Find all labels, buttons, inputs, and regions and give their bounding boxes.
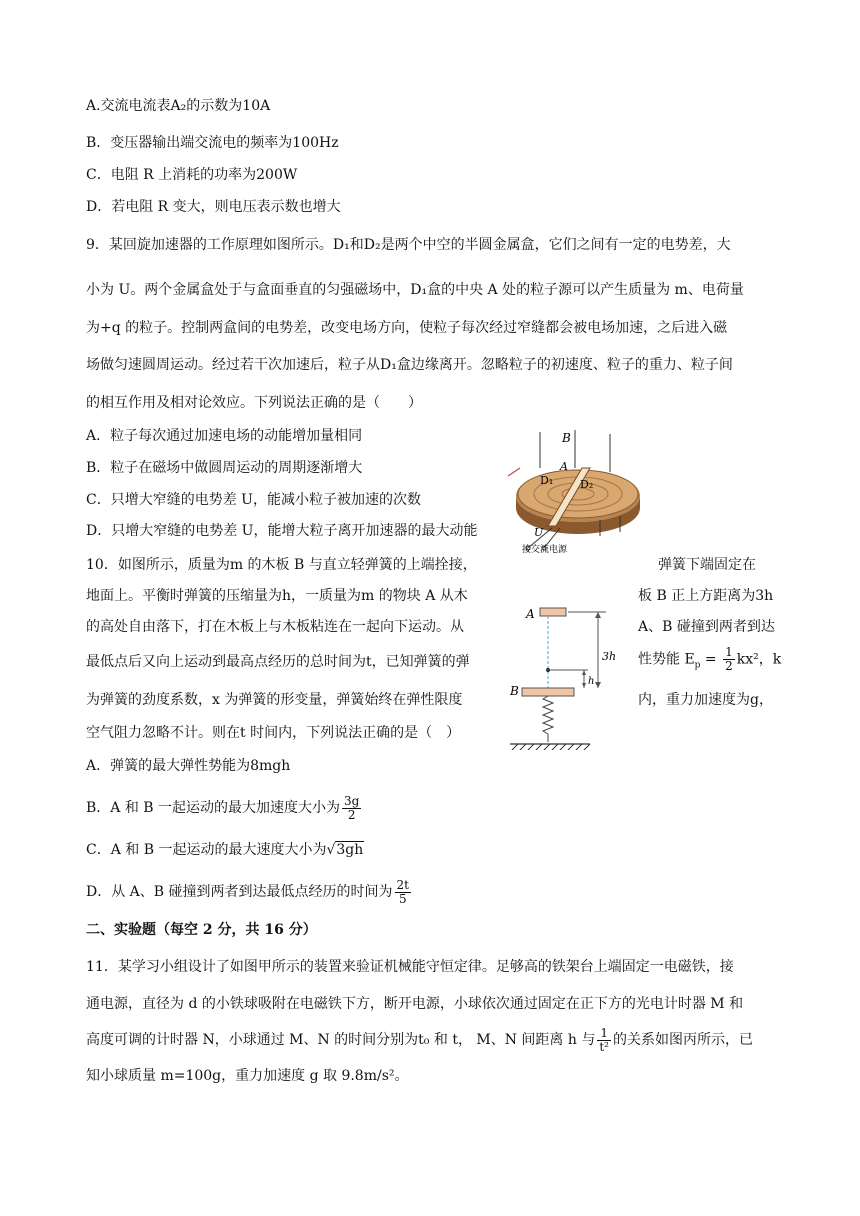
q11-line1: 11．某学习小组设计了如图甲所示的装置来验证机械能守恒定律。足够高的铁架台上端固定一电磁铁，接 xyxy=(86,959,734,975)
q9-option-c: C．只增大窄缝的电势差 U，能减小粒子被加速的次数 xyxy=(86,492,421,508)
q9-stem-line5: 的相互作用及相对论效应。下列说法正确的是（ ） xyxy=(86,395,422,411)
q10-line6: 空气阻力忽略不计。则在t 时间内，下列说法正确的是（ ） xyxy=(86,725,461,741)
spring-block-figure xyxy=(506,604,618,750)
q10-option-b: B．A 和 B 一起运动的最大加速度大小为 $\frac{3g}{2}$ xyxy=(86,793,360,822)
fig-label-d2: D₂ xyxy=(580,478,594,491)
q8-option-d: D．若电阻 R 变大，则电压表示数也增大 xyxy=(86,199,341,215)
q9-stem-line4: 场做匀速圆周运动。经过若干次加速后，粒子从D₁盒边缘离开。忽略粒子的初速度、粒子的重力、粒子间 xyxy=(86,357,733,373)
fig-label-b: B xyxy=(562,431,571,445)
q10-line5-right: 内，重力加速度为g， xyxy=(638,692,773,708)
q10-option-a: A．弹簧的最大弹性势能为8mgh xyxy=(86,758,291,774)
q10-line2-right: 板 B 正上方距离为3h xyxy=(638,588,774,604)
q10-line2-left: 地面上。平衡时弹簧的压缩量为h，一质量为m 的物块 A 从木 xyxy=(86,588,468,604)
q10-option-c: C．A 和 B 一起运动的最大速度大小为√3gh xyxy=(86,842,364,858)
fig-label-h: h xyxy=(588,676,595,687)
q11-line3: 高度可调的计时器 N，小球通过 M、N 的时间分别为t₀ 和 t， M、N 间距离 h 与 $\frac{1}{\text{t²}}$ 的关系如图丙所示，已 xyxy=(86,1025,753,1054)
q9-option-a: A．粒子每次通过加速电场的动能增加量相同 xyxy=(86,428,363,444)
q10-line1-left: 10．如图所示，质量为m 的木板 B 与直立轻弹簧的上端拴接， xyxy=(86,557,477,573)
q9-option-d: D．只增大窄缝的电势差 U，能增大粒子离开加速器的最大动能 xyxy=(86,523,478,539)
q8-option-c: C．电阻 R 上消耗的功率为200W xyxy=(86,167,298,183)
q11-line4: 知小球质量 m=100g，重力加速度 g 取 9.8m/s²。 xyxy=(86,1068,409,1084)
fig-label-d1: D₁ xyxy=(540,474,554,487)
fig-label-3h: 3h xyxy=(602,650,617,663)
fig-label-a: A xyxy=(560,460,568,473)
section-title: 二、实验题（每空 2 分，共 16 分） xyxy=(86,922,317,938)
q10-option-d: D．从 A、B 碰撞到两者到达最低点经历的时间为 $\frac{2t}{5}$ xyxy=(86,877,409,906)
q8-option-a: A.交流电流表A₂的示数为10A xyxy=(86,98,271,114)
q9-stem-line1: 9．某回旋加速器的工作原理如图所示。D₁和D₂是两个中空的半圆金属盒，它们之间有一定的电势差，大 xyxy=(86,237,731,253)
q10-line3-right: A、B 碰撞到两者到达 xyxy=(638,619,775,635)
q9-stem-line3: 为+q 的粒子。控制两盒间的电势差，改变电场方向，使粒子每次经过窄缝都会被电场加速，之后进入磁 xyxy=(86,320,728,336)
q10-line3-left: 的高处自由落下，打在木板上与木板粘连在一起向下运动。从 xyxy=(86,619,464,635)
fig-label-u: U xyxy=(534,526,544,539)
q8-option-b: B．变压器输出端交流电的频率为100Hz xyxy=(86,135,339,151)
q10-line5-left: 为弹簧的劲度系数，x 为弹簧的形变量，弹簧始终在弹性限度 xyxy=(86,692,463,708)
fig-caption: 接交流电源 xyxy=(522,545,568,554)
fig-label-a: A xyxy=(526,607,535,621)
q11-line2: 通电源，直径为 d 的小铁球吸附在电磁铁下方，断开电源，小球依次通过固定在正下方的光电计时器 M 和 xyxy=(86,996,744,1012)
cyclotron-figure xyxy=(500,428,660,554)
q10-line4-left: 最低点后又向上运动到最高点经历的总时间为t，已知弹簧的弹 xyxy=(86,654,470,670)
q9-stem-line2: 小为 U。两个金属盒处于与盒面垂直的匀强磁场中，D₁盒的中央 A 处的粒子源可以产生质量为 m、电荷量 xyxy=(86,282,744,298)
q9-option-b: B．粒子在磁场中做圆周运动的周期逐渐增大 xyxy=(86,460,363,476)
q10-line1-right: 弹簧下端固定在 xyxy=(658,557,756,573)
fig-label-b: B xyxy=(510,684,519,698)
q10-line4-right: 性势能 $E_p$ = $\frac{1}{2}$ kx²，k xyxy=(638,645,782,673)
